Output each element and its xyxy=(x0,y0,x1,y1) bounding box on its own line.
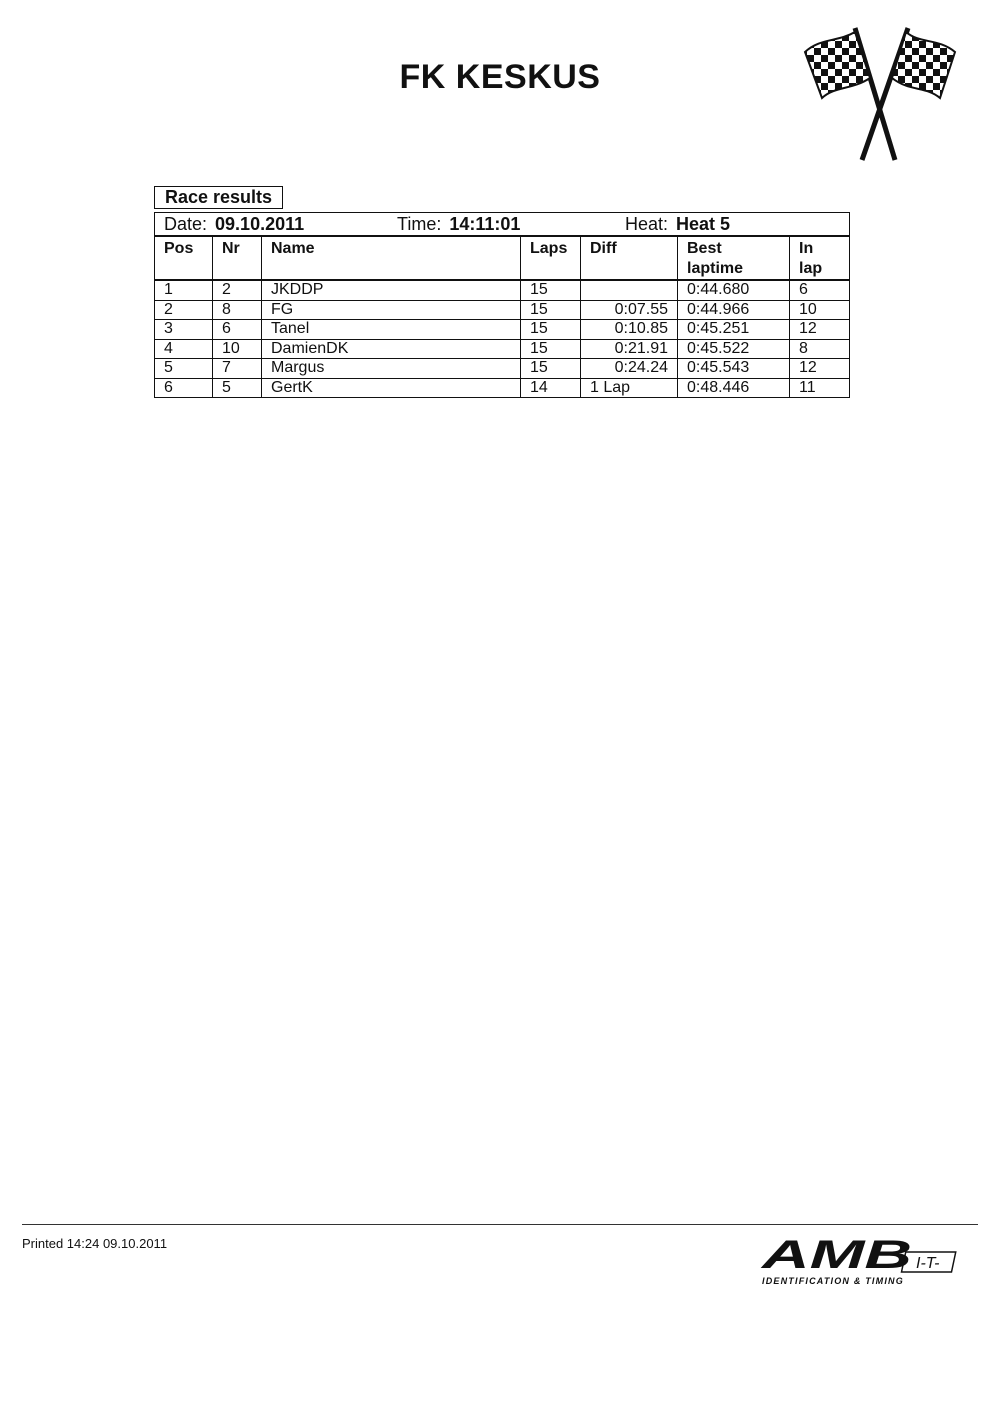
cell-pos: 4 xyxy=(155,339,213,359)
table-row xyxy=(155,339,850,359)
cell-name: GertK xyxy=(262,378,521,398)
date-info xyxy=(164,214,304,235)
cell-pos: 6 xyxy=(155,378,213,398)
cell-best-laptime: 0:44.680 xyxy=(678,280,790,300)
date-value: 09.10.2011 xyxy=(215,214,305,234)
cell-laps: 15 xyxy=(521,300,581,320)
cell-laps: 15 xyxy=(521,280,581,300)
section-label: Race results xyxy=(154,186,283,209)
col-header-diff: Diff xyxy=(581,236,678,280)
cell-pos: 1 xyxy=(155,280,213,300)
cell-diff: 0:07.55 xyxy=(581,300,678,320)
col-header-laps: Laps xyxy=(521,236,581,280)
date-label: Date: xyxy=(164,214,208,234)
cell-diff: 0:21.91 xyxy=(581,339,678,359)
table-row xyxy=(155,378,850,398)
cell-nr: 2 xyxy=(213,280,262,300)
table-row xyxy=(155,320,850,340)
cell-pos: 3 xyxy=(155,320,213,340)
cell-in-lap: 11 xyxy=(790,378,850,398)
page-title: FK KESKUS xyxy=(399,58,601,96)
cell-laps: 15 xyxy=(521,320,581,340)
heat-info xyxy=(625,214,730,235)
table-row xyxy=(155,359,850,379)
cell-pos: 2 xyxy=(155,300,213,320)
cell-laps: 15 xyxy=(521,359,581,379)
cell-in-lap: 12 xyxy=(790,359,850,379)
checkered-flags-icon xyxy=(800,20,960,165)
cell-name: DamienDK xyxy=(262,339,521,359)
cell-name: Margus xyxy=(262,359,521,379)
cell-best-laptime: 0:48.446 xyxy=(678,378,790,398)
cell-in-lap: 8 xyxy=(790,339,850,359)
printed-timestamp: Printed 14:24 09.10.2011 xyxy=(22,1236,168,1251)
col-header-in-lap: In lap xyxy=(790,236,850,280)
col-header-nr: Nr xyxy=(213,236,262,280)
cell-diff: 1 Lap xyxy=(581,378,678,398)
cell-pos: 5 xyxy=(155,359,213,379)
footer-divider xyxy=(22,1224,978,1225)
cell-best-laptime: 0:44.966 xyxy=(678,300,790,320)
cell-diff xyxy=(581,280,678,300)
cell-nr: 6 xyxy=(213,320,262,340)
cell-best-laptime: 0:45.522 xyxy=(678,339,790,359)
table-row xyxy=(155,280,850,300)
cell-name: FG xyxy=(262,300,521,320)
cell-nr: 7 xyxy=(213,359,262,379)
col-header-name: Name xyxy=(262,236,521,280)
time-label: Time: xyxy=(397,214,442,234)
cell-nr: 8 xyxy=(213,300,262,320)
cell-laps: 15 xyxy=(521,339,581,359)
cell-diff: 0:10.85 xyxy=(581,320,678,340)
logo-text: AMB xyxy=(760,1233,912,1277)
cell-laps: 14 xyxy=(521,378,581,398)
cell-nr: 5 xyxy=(213,378,262,398)
cell-nr: 10 xyxy=(213,339,262,359)
cell-diff: 0:24.24 xyxy=(581,359,678,379)
col-header-best-laptime: Best laptime xyxy=(678,236,790,280)
cell-best-laptime: 0:45.543 xyxy=(678,359,790,379)
cell-in-lap: 10 xyxy=(790,300,850,320)
logo-suffix: I-T- xyxy=(916,1255,940,1272)
heat-value: Heat 5 xyxy=(676,214,731,234)
cell-name: Tanel xyxy=(262,320,521,340)
time-info xyxy=(397,214,520,235)
cell-name: JKDDP xyxy=(262,280,521,300)
heat-label: Heat: xyxy=(625,214,669,234)
table-row xyxy=(155,300,850,320)
cell-in-lap: 6 xyxy=(790,280,850,300)
results-table xyxy=(154,212,850,398)
heat-info-row xyxy=(155,213,850,237)
amb-logo xyxy=(760,1232,975,1292)
time-value: 14:11:01 xyxy=(449,214,521,234)
logo-tagline: IDENTIFICATION & TIMING xyxy=(762,1276,904,1286)
column-header-row xyxy=(155,236,850,280)
cell-in-lap: 12 xyxy=(790,320,850,340)
cell-best-laptime: 0:45.251 xyxy=(678,320,790,340)
col-header-pos: Pos xyxy=(155,236,213,280)
